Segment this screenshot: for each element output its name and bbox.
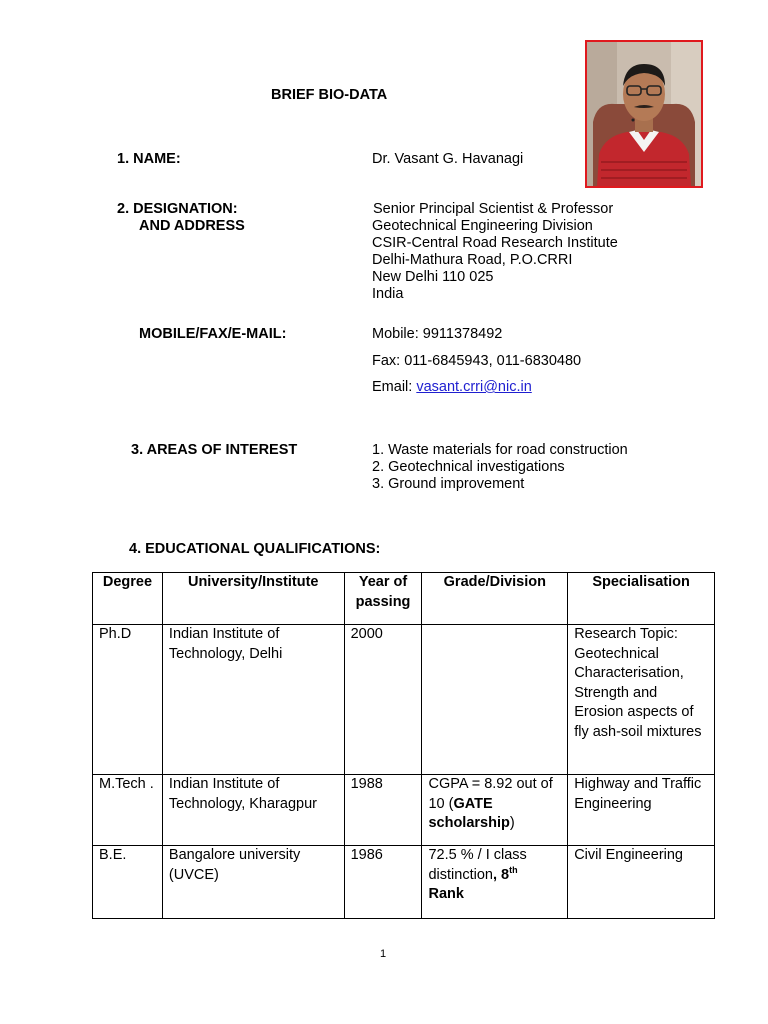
specialisation-cell: Civil Engineering [568,846,715,919]
column-header: Year of passing [344,573,422,625]
degree-cell: Ph.D [93,625,163,775]
column-header: Specialisation [568,573,715,625]
interest-item: 3. Ground improvement [372,476,525,492]
table-header-row [93,573,715,625]
profile-photo [585,40,703,188]
designation-line: Geotechnical Engineering Division [372,218,593,234]
email-row [372,379,532,396]
designation-label: 2. DESIGNATION: [117,201,238,217]
grade-tail: ) [509,815,515,831]
university-cell: Indian Institute of Technology, Kharagpur [162,775,344,846]
university-cell: Indian Institute of Technology, Delhi [162,625,344,775]
name-value: Dr. Vasant G. Havanagi [372,151,524,167]
grade-text: 72.5 % / I class distinction [428,847,527,883]
table-row [93,775,715,846]
address-label: AND ADDRESS [139,218,245,234]
address-line: CSIR-Central Road Research Institute [372,235,618,251]
grade-cell [422,625,568,775]
grade-tail: Rank [428,886,464,902]
address-line: New Delhi 110 025 [372,269,494,285]
contact-label: MOBILE/FAX/E-MAIL: [139,326,287,342]
grade-bold: , 8 [492,866,510,883]
year-cell: 1986 [344,846,422,919]
degree-cell: M.Tech . [93,775,163,846]
grade-cell [422,775,568,846]
name-label: 1. NAME: [117,151,181,167]
education-table [92,572,715,919]
year-cell: 2000 [344,625,422,775]
interest-item: 1. Waste materials for road construction [372,442,628,458]
interest-item: 2. Geotechnical investigations [372,459,565,475]
degree-cell: B.E. [93,846,163,919]
address-line: Delhi-Mathura Road, P.O.CRRI [372,252,573,268]
grade-bold: GATE scholarship [428,795,510,831]
column-header: Grade/Division [422,573,568,625]
university-cell: Bangalore university (UVCE) [162,846,344,919]
table-row [93,625,715,775]
specialisation-cell: Highway and Traffic Engineering [568,775,715,846]
designation-line: Senior Principal Scientist & Professor [373,201,614,217]
fax-value: Fax: 011-6845943, 011-6830480 [372,353,582,369]
education-heading: 4. EDUCATIONAL QUALIFICATIONS: [129,541,381,557]
grade-cell [422,846,568,919]
table-row [93,846,715,919]
email-label: Email: [372,379,417,395]
email-link[interactable]: vasant.crri@nic.in [416,379,532,395]
interest-number: 3 [131,442,140,458]
grade-text: CGPA = 8.92 out of 10 ( [428,776,553,812]
address-line: India [372,286,404,302]
column-header: University/Institute [162,573,344,625]
mobile-value: Mobile: 9911378492 [372,326,503,342]
year-cell: 1988 [344,775,422,846]
column-header: Degree [93,573,163,625]
interest-label [131,442,297,459]
specialisation-cell: Research Topic: Geotechnical Characterisation, Strength and Erosion aspects of fly ash-soil mixtures [568,625,715,775]
page-title: BRIEF BIO-DATA [271,87,388,103]
interest-title: . AREAS OF INTEREST [139,442,298,458]
page-number: 1 [380,948,387,960]
grade-sup: th [509,864,518,875]
